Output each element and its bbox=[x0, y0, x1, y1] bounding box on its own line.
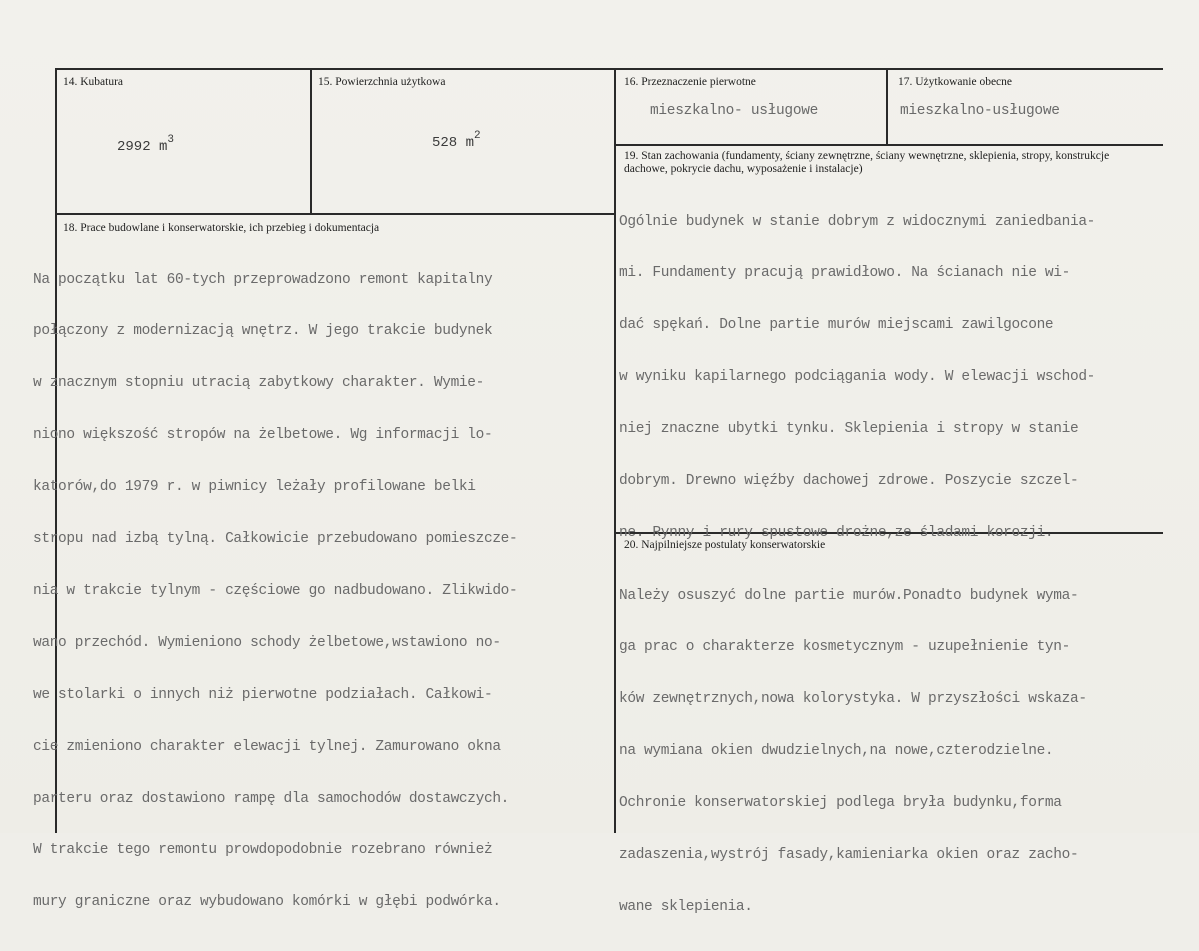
stan-line: Ogólnie budynek w stanie dobrym z widocznymi zaniedbania- bbox=[619, 213, 1096, 230]
kubatura-number: 2992 bbox=[117, 139, 151, 155]
field-stan-label: 19. Stan zachowania (fundamenty, ściany zewnętrzne, ściany wewnętrzne, sklepienia, stropy, konstrukcje dachowe, pokrycie dachu, wyposażenie i instalacje) bbox=[624, 150, 1110, 175]
prace-line: we stolarki o innych niż pierwotne podziałach. Całkowi- bbox=[33, 686, 493, 703]
prace-line: w znacznym stopniu utracią zabytkowy charakter. Wymie- bbox=[33, 375, 484, 392]
stan-line: mi. Fundamenty pracują prawidłowo. Na ścianach nie wi- bbox=[619, 265, 1070, 282]
prace-line: połączony z modernizacją wnętrz. W jego trakcie budynek bbox=[33, 323, 493, 340]
postulaty-line: wane sklepienia. bbox=[619, 898, 753, 915]
kubatura-unit: m bbox=[159, 139, 168, 155]
prace-line: katorów,do 1979 r. w piwnicy leżały profilowane belki bbox=[33, 479, 476, 496]
powierzchnia-number: 528 bbox=[432, 135, 458, 151]
field-kubatura-value bbox=[117, 134, 174, 155]
divider-below-16-17 bbox=[614, 144, 1163, 146]
field-powierzchnia-label: 15. Powierzchnia użytkowa bbox=[318, 76, 446, 88]
center-divider bbox=[614, 68, 616, 833]
prace-line: Na początku lat 60-tych przeprowadzono remont kapitalny bbox=[33, 271, 493, 288]
field-kubatura-label: 14. Kubatura bbox=[63, 76, 124, 88]
stan-line: ne. Rynny i rury spustowe drożne,ze śladami korozji. bbox=[619, 524, 1054, 541]
field-przeznaczenie-label: 16. Przeznaczenie pierwotne bbox=[624, 76, 756, 88]
field-stan-text bbox=[619, 179, 1095, 577]
field-przeznaczenie-value: mieszkalno- usługowe bbox=[650, 103, 819, 119]
postulaty-line: ków zewnętrznych,nowa kolorystyka. W przyszłości wskaza- bbox=[619, 691, 1087, 708]
stan-line: w wyniku kapilarnego podciągania wody. W elewacji wschod- bbox=[619, 369, 1096, 386]
field-postulaty-text bbox=[619, 553, 1087, 951]
powierzchnia-unit: m bbox=[465, 135, 475, 151]
postulaty-line: Ochronie konserwatorskiej podlega bryła budynku,forma bbox=[619, 795, 1062, 812]
prace-line: wano przechód. Wymieniono schody żelbetowe,wstawiono no- bbox=[33, 634, 501, 651]
field-prace-text bbox=[33, 237, 517, 946]
prace-line: parteru oraz dostawiono rampę dla samochodów dostawczych. bbox=[33, 790, 510, 807]
field-powierzchnia-value bbox=[432, 130, 481, 151]
stan-line: niej znaczne ubytki tynku. Sklepienia i stropy w stanie bbox=[619, 421, 1079, 438]
postulaty-line: ga prac o charakterze kosmetycznym - uzupełnienie tyn- bbox=[619, 639, 1070, 656]
stan-line: dać spękań. Dolne partie murów miejscami zawilgocone bbox=[619, 317, 1054, 334]
prace-line: stropu nad izbą tylną. Całkowicie przebudowano pomieszcze- bbox=[33, 531, 518, 548]
powierzchnia-unit-exponent: 2 bbox=[474, 130, 481, 142]
field-postulaty-label: 20. Najpilniejsze postulaty konserwatorskie bbox=[624, 539, 826, 551]
prace-line: nia w trakcie tylnym - częściowe go nadbudowano. Zlikwido- bbox=[33, 582, 518, 599]
prace-line: mury graniczne oraz wybudowano komórki w głębi podwórka. bbox=[33, 894, 501, 911]
top-border bbox=[55, 68, 1163, 70]
prace-line: niono większość stropów na żelbetowe. Wg informacji lo- bbox=[33, 427, 493, 444]
postulaty-line: zadaszenia,wystrój fasady,kamieniarka okien oraz zacho- bbox=[619, 847, 1079, 864]
field-prace-label: 18. Prace budowlane i konserwatorskie, ich przebieg i dokumentacja bbox=[63, 222, 380, 234]
prace-line: cie zmieniono charakter elewacji tylnej. Zamurowano okna bbox=[33, 738, 501, 755]
field-uzytkowanie-value: mieszkalno-usługowe bbox=[900, 103, 1060, 119]
postulaty-line: na wymiana okien dwudzielnych,na nowe,czterodzielne. bbox=[619, 743, 1054, 760]
divider-below-14-15 bbox=[55, 213, 614, 215]
kubatura-unit-exponent: 3 bbox=[167, 134, 175, 146]
stan-line: dobrym. Drewno więźby dachowej zdrowe. Poszycie szczel- bbox=[619, 473, 1079, 490]
field-uzytkowanie-label: 17. Użytkowanie obecne bbox=[898, 76, 1013, 88]
divider-16-17 bbox=[886, 68, 888, 144]
postulaty-line: Należy osuszyć dolne partie murów.Ponadto budynek wyma- bbox=[619, 587, 1079, 604]
divider-14-15 bbox=[310, 68, 312, 214]
prace-line: W trakcie tego remontu prowdopodobnie rozebrano również bbox=[33, 842, 493, 859]
